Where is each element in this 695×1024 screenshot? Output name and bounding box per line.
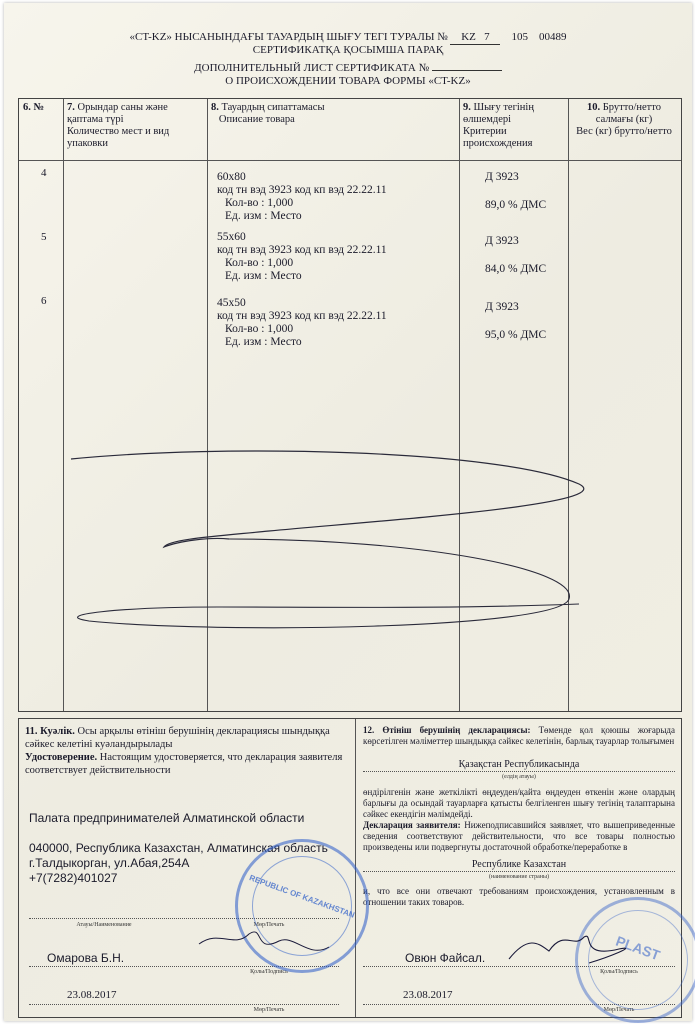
header-line-2: СЕРТИФИКАТҚА ҚОСЫМША ПАРАҚ xyxy=(252,44,444,56)
cert-number-2: 105 xyxy=(511,31,528,43)
box-11-certification: 11. Куәлік. Осы арқылы өтініш берушінің декларациясы шындыққа сәйкес келетіні куәландырылады Удостоверение. Настоящим удостоверяется, что декларация заявителя соответствует действительности xyxy=(25,726,343,776)
item-criteria: Д 3923 89,0 % ДМС xyxy=(485,171,547,211)
chamber-address: 040000, Республика Казахстан, Алматинская область г.Талдыкорган, ул.Абая,254А +7(7282)401027 xyxy=(29,841,328,885)
row-number: 6 xyxy=(41,295,47,307)
declarant-name: Овюн Файсал. xyxy=(405,951,486,965)
certifier-date: 23.08.2017 xyxy=(67,989,117,1001)
company-seal-stamp: PLAST xyxy=(575,897,695,1023)
item-criteria: Д 3923 95,0 % ДМС xyxy=(485,301,547,341)
cancellation-scribble xyxy=(19,99,681,711)
declarant-date: 23.08.2017 xyxy=(403,989,453,1001)
chamber-seal-stamp: REPUBLIC OF KAZAKHSTAN xyxy=(235,839,369,973)
item-criteria: Д 3923 84,0 % ДМС xyxy=(485,235,547,275)
certifier-name: Омарова Б.Н. xyxy=(47,951,125,965)
box-12-declaration: 12. Өтініш берушінің декларациясы: Төменде қол қоюшы жоғарыда көрсетілген мәліметтер шындыққа сәйкес келетінін, барлық тауарлар толығымен Қазақстан Республикасында (елдің атауы) өндірілгенін және жеткілікті өңдеуден/қайта өңдеуден өткенін және олардың барлығы да осындай тауарларға қатысты белгіленген шығу тегінің талаптарына сәйкес екендігін мәлімдейді. Декларация заявителя: Нижеподписавшийся заявляет, что вышеприведенные сведения соответствуют действительности, что все товары полностью произведены или подвергнуты достаточной обработке/переработке в Республике Казахстан (наименование страны) и, что все они отвечают требованиям происхождения, установленным в отношении таких товаров. xyxy=(363,725,675,907)
item-description: 60х80 код тн вэд 3923 код кп вэд 22.22.11 Кол-во : 1,000 Ед. изм : Место xyxy=(217,171,387,222)
caption-stamp-2: Мөр/Печать xyxy=(253,1007,285,1013)
caption-sign-12: Қолы/Подпись xyxy=(600,969,638,975)
item-description: 45х50 код тн вэд 3923 код кп вэд 22.22.11 Кол-во : 1,000 Ед. изм : Место xyxy=(217,297,387,348)
header-title-kz: «CT-KZ» НЫСАНЫНДАҒЫ ТАУАРДЫҢ ШЫҒУ ТЕГІ ТУРАЛЫ № xyxy=(129,31,448,43)
caption-stamp: Мөр/Печать xyxy=(253,922,285,928)
col-header-9: 9. Шығу тегінің өлшемдері Критерии происхождения xyxy=(463,102,534,149)
caption-name: Атауы/Наименование xyxy=(76,922,132,928)
goods-table xyxy=(18,98,682,712)
header-line-3: ДОПОЛНИТЕЛЬНЫЙ ЛИСТ СЕРТИФИКАТА № xyxy=(4,62,692,75)
col-header-6: 6. № xyxy=(23,102,45,113)
country-kz: Қазақстан Республикасында xyxy=(458,759,580,770)
country-code: KZ 7 xyxy=(450,31,500,45)
caption-sign: Қолы/Подпись xyxy=(250,969,288,975)
declaration-section xyxy=(18,718,682,1018)
header-line-4: О ПРОИСХОЖДЕНИИ ТОВАРА ФОРМЫ «CT-KZ» xyxy=(225,75,471,87)
col-header-10: 10. Брутто/нетто салмағы (кг) Вес (кг) брутто/нетто xyxy=(576,102,672,137)
row-number: 4 xyxy=(41,167,47,179)
item-description: 55х60 код тн вэд 3923 код кп вэд 22.22.11 Кол-во : 1,000 Ед. изм : Место xyxy=(217,231,387,282)
country-ru: Республике Казахстан xyxy=(471,859,567,870)
chamber-name: Палата предпринимателей Алматинской области xyxy=(29,811,305,825)
header-line-1 xyxy=(4,31,692,45)
cert-number-3: 00489 xyxy=(538,31,567,43)
col-header-8: 8. Тауардың сипаттамасы Описание товара xyxy=(211,102,325,125)
certificate-sheet xyxy=(4,3,692,1021)
caption-stamp-12: Мөр/Печать xyxy=(603,1007,635,1013)
signatures xyxy=(19,719,681,1017)
row-number: 5 xyxy=(41,231,47,243)
col-header-7: 7. Орындар саны және қаптама түрі Количество мест и вид упаковки xyxy=(67,102,170,149)
